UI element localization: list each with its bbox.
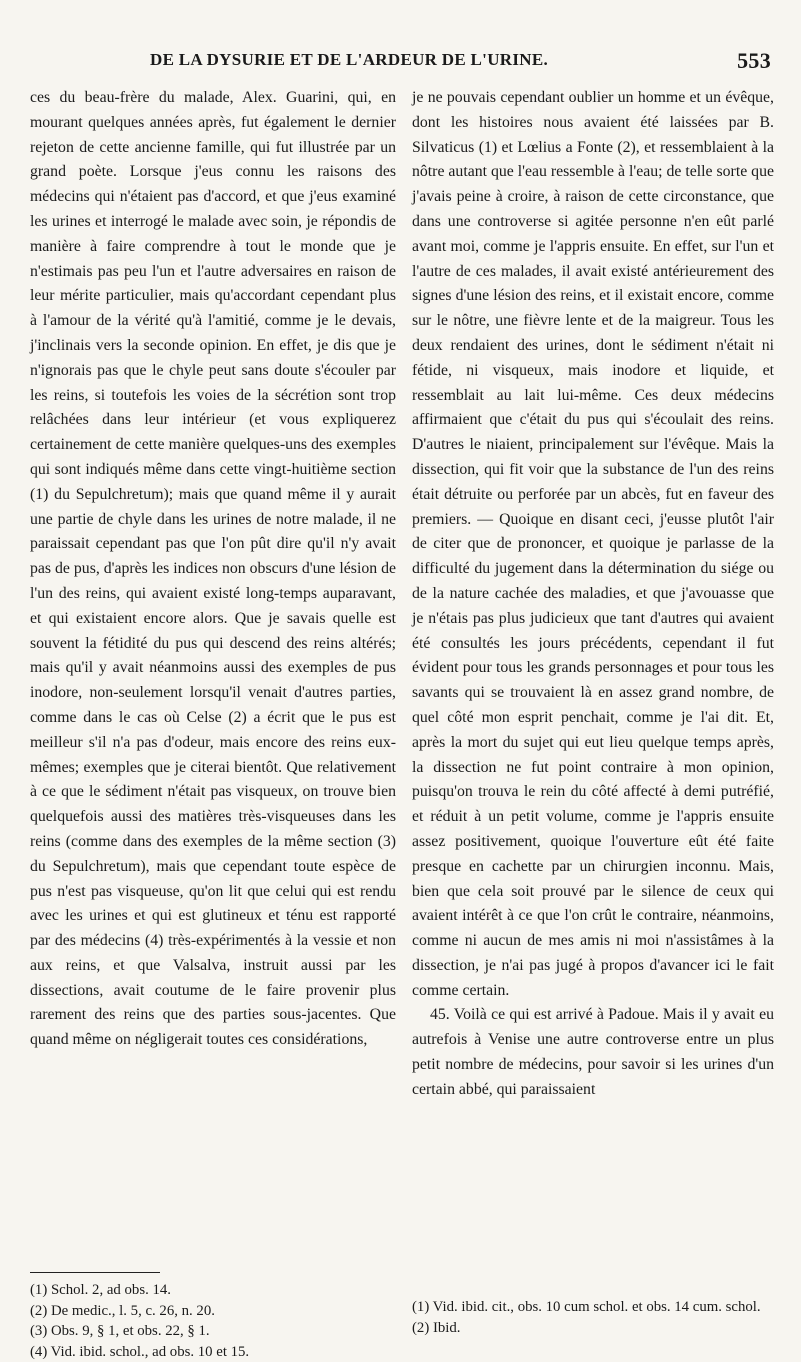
paragraph: 45. Voilà ce qui est arrivé à Padoue. Mais il y avait eu autrefois à Venise une autre controverse entre un plus petit nombre de médecins, pour savoir si les urines d'un certain abbé, qui paraissaient [412,1003,774,1102]
footnote-rule [30,1272,160,1273]
footnotes-right [412,1297,774,1338]
paragraph: je ne pouvais cependant oublier un homme et un évêque, dont les histoires nous avaient été laissées par B. Silvaticus (1) et Lœlius a Fonte (2), et ressemblaient à la nôtre autant que l'eau ressemble à l'eau; de telle sorte que j'avais peine à croire, à raison de cette circonstance, que dans une controverse si agitée personne n'en eût parlé avant moi, comme je l'appris ensuite. En effet, sur l'un et l'autre de ces malades, il avait existé antérieurement des signes d'une lésion des reins, et il existait encore, comme sur le nôtre, une fièvre lente et de la maigreur. Tous les deux rendaient des urines, dont le sédiment n'était ni fétide, ni visqueux, mais inodore et liquide, et ressemblait au lait lui-même. Ces deux médecins affirmaient que c'était du pus qui s'écoulait des reins. D'autres le niaient, principalement sur l'évêque. Mais la dissection, qui fit voir que la substance de l'un des reins était détruite ou perforée par un abcès, fut en faveur des premiers. — Quoique en disant ceci, j'eusse plutôt l'air de citer que de prononcer, et quoique je parlasse de la difficulté du jugement dans la détermination du siége ou de la nature cachée des maladies, et que j'avouasse que je n'étais pas plus judicieux que tant d'autres qui avaient été consultés les jours précédents, cependant il fut évident pour tous les grands personnages et pour tous les savants qui se trouvaient là en assez grand nombre, de quel côté mon esprit penchait, comme je l'ai dit. Et, après la mort du sujet qui eut lieu quelque temps après, la dissection ne fut point contraire à mon opinion, puisqu'on trouva le rein du côté affecté à demi putréfié, et réduit à un petit volume, comme je l'appris ensuite assez positivement, quoique l'ouverture eût été faite presque en cachette par un chirurgien inconnu. Mais, bien que cela soit prouvé par le silence de ceux qui avaient intérêt à ce que l'on crût le contraire, néanmoins, comme ni aucun de mes amis ni moi n'assistâmes à la dissection, je n'ai pas jugé à propos d'avancer ici le fait comme certain. [412,86,774,1003]
footnote: (2) De medic., l. 5, c. 26, n. 20. [30,1301,396,1322]
left-column [30,86,396,1053]
page-number: 553 [737,48,771,74]
footnote: (1) Vid. ibid. cit., obs. 10 cum schol. et obs. 14 cum. schol. [412,1297,774,1318]
footnote: (4) Vid. ibid. schol., ad obs. 10 et 15. [30,1342,396,1362]
footnote: (2) Ibid. [412,1318,774,1339]
right-column [412,86,774,1103]
paragraph: ces du beau-frère du malade, Alex. Guarini, qui, en mourant quelques années après, fut également le dernier rejeton de cette ancienne famille, qui fut illustrée par un grand poète. Lorsque j'eus connu les raisons des médecins qui n'étaient pas d'accord, et que j'eus examiné les urines et interrogé le malade avec soin, je répondis de manière à faire comprendre à tout le monde que je n'estimais pas peu l'un et l'autre adversaires en raison de leur mérite particulier, mais qu'accordant cependant plus à l'amour de la vérité qu'à l'amitié, comme je le devais, j'inclinais vers la seconde opinion. En effet, je dis que je n'ignorais pas que le chyle peut sans doute s'écouler par les reins, si toutefois les voies de la sécrétion sont trop relâchées dans leur intérieur (et vous expliquerez certainement de cette manière quelques-uns des exemples qui sont indiqués même dans cette vingt-huitième section (1) du Sepulchretum); mais que quand même il y aurait une partie de chyle dans les urines de notre malade, il ne paraissait cependant pas que l'on pût dire qu'il n'y avait pas de pus, d'après les indices non obscurs d'une lésion de l'un des reins, qui avaient existé long-temps auparavant, et qui existaient encore alors. Que je savais quelle est souvent la fétidité du pus qui descend des reins altérés; mais qu'il y avait néanmoins aussi des exemples de pus inodore, non-seulement lorsqu'il venait d'autres parties, comme dans le cas où Celse (2) a écrit que le pus est meilleur s'il n'a pas d'odeur, mais encore des reins eux-mêmes; exemples que je citerai bientôt. Que relativement à ce que le sédiment n'était pas visqueux, on trouve bien quelquefois aussi des matières très-visqueuses dans les reins (comme dans des exemples de la même section (3) du Sepulchretum), mais que cependant toute espèce de pus n'est pas visqueuse, qu'on lit que celui qui est rendu avec les urines et qui est glutineux et ténu est rapporté par des médecins (4) très-expérimentés à la vessie et non aux reins, et que Valsalva, instruit aussi par les dissections, avait coutume de le faire provenir plus rarement des reins que des parties sous-jacentes. Que quand même on négligerait toutes ces considérations, [30,86,396,1053]
footnote: (3) Obs. 9, § 1, et obs. 22, § 1. [30,1321,396,1342]
page-header [150,48,771,78]
running-title: DE LA DYSURIE ET DE L'ARDEUR DE L'URINE. [150,50,548,70]
footnotes-left [30,1280,396,1362]
footnote: (1) Schol. 2, ad obs. 14. [30,1280,396,1301]
